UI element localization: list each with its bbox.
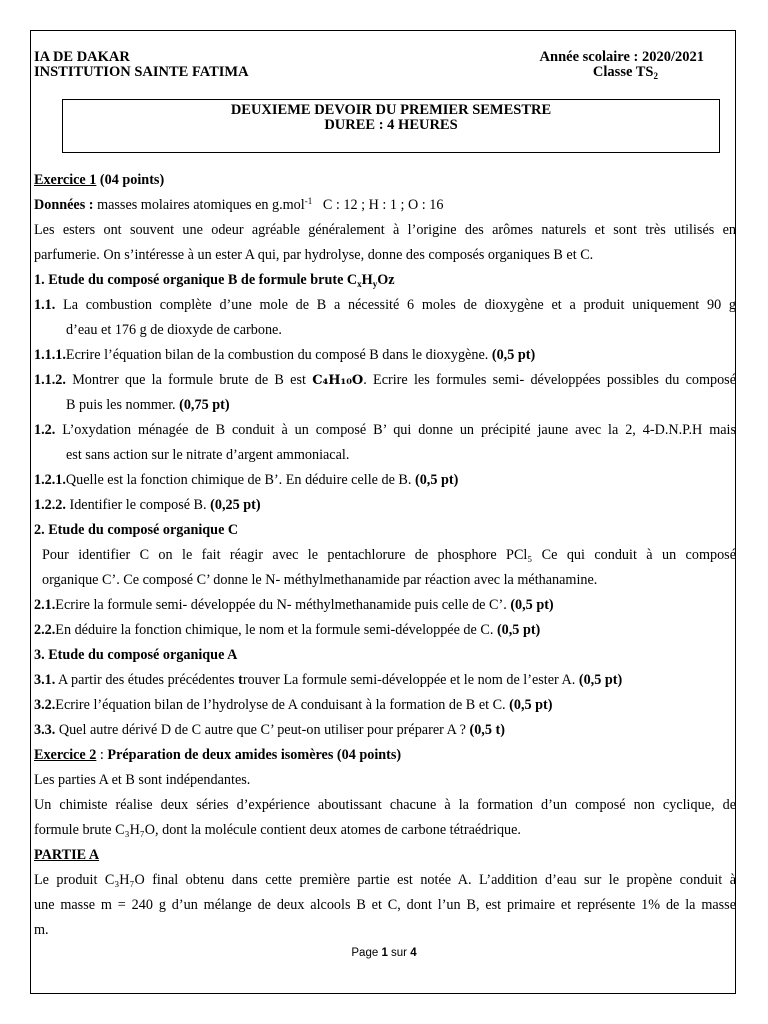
partie-a-heading: PARTIE A xyxy=(34,847,100,863)
exercise-1-intro-1: Les esters ont souvent une odeur agréable généralement à l’origine des arômes naturels et sont très utilisés en xyxy=(34,222,736,238)
question-1-2-2: 1.2.2. Identifier le composé B. (0,25 pt) xyxy=(34,497,261,513)
page-footer: Page 1 sur 4 xyxy=(351,947,417,959)
exam-body xyxy=(34,172,736,939)
section-2-title: 2. Etude du composé organique C xyxy=(34,522,239,538)
section-3-title: 3. Etude du composé organique A xyxy=(34,647,238,663)
exam-duration: DUREE : 4 HEURES xyxy=(324,117,458,133)
question-1-1: 1.1. La combustion complète d’une mole de B a nécessité 6 moles de dioxygène et a produit uniquement 90 g xyxy=(34,297,737,313)
exercise-2-heading: Exercice 2 : Préparation de deux amides isomères (04 points) xyxy=(34,747,402,763)
section-1-title: 1. Etude du composé organique B de formule brute $C_xH_yOz$ xyxy=(34,272,395,289)
section-2-text-2: organique C’. Ce composé C’ donne le N- méthylmethanamide par réaction avec la méthanamine. xyxy=(42,572,598,588)
partie-a-text-2: une masse m = 240 g d’un mélange de deux alcools B et C, dont l’un B, est primaire et représente 1% de la masse xyxy=(34,897,736,913)
question-1-1-1: 1.1.1.Ecrire l’équation bilan de la combustion du composé B dans le dioxygène. (0,5 pt) xyxy=(34,347,536,363)
question-1-1-2-cont: B puis les nommer. (0,75 pt) xyxy=(66,397,230,413)
partie-a-text-1: Le produit C₃H₇O final obtenu dans cette première partie est notée A. L’addition d’eau sur le propène conduit à xyxy=(34,872,736,888)
header-school-year: Année scolaire : 2020/2021 xyxy=(539,49,704,65)
exercise-2-text-3: formule brute C₃H₇O, dont la molécule contient deux atomes de carbone tétraédrique. xyxy=(34,822,521,838)
exercise-2-text-1: Les parties A et B sont indépendantes. xyxy=(34,772,251,788)
exercise-1-data: Données : masses molaires atomiques en g.mol$^{-1}$ C : 12 ; H : 1 ; O : 16 xyxy=(34,196,444,213)
header-class: Classe $TS_2$ xyxy=(592,64,658,81)
question-1-2-1: 1.2.1.Quelle est la fonction chimique de B’. En déduire celle de B. (0,5 pt) xyxy=(34,472,459,488)
partie-a-text-3: m. xyxy=(34,922,49,938)
question-2-2: 2.2.En déduire la fonction chimique, le nom et la formule semi-développée de C. (0,5 pt) xyxy=(34,622,541,638)
question-1-1-cont: d’eau et 176 g de dioxyde de carbone. xyxy=(66,322,282,338)
header-school-region: IA DE DAKAR xyxy=(34,49,130,65)
question-1-1-2: 1.1.2. Montrer que la formule brute de B est C₄H₁₀O. Ecrire les formules semi- développées possibles du composé xyxy=(34,372,737,388)
question-1-2-cont: est sans action sur le nitrate d’argent ammoniacal. xyxy=(66,447,350,463)
section-2-text-1: Pour identifier C on le fait réagir avec le pentachlorure de phosphore PCl₅ Ce qui conduit à un composé xyxy=(42,547,736,563)
question-1-2: 1.2. L’oxydation ménagée de B conduit à un composé B’ qui donne un précipité jaune avec la 2, 4-D.N.P.H mais xyxy=(34,422,736,438)
exam-title: DEUXIEME DEVOIR DU PREMIER SEMESTRE xyxy=(230,102,552,118)
exam-title-box xyxy=(62,99,720,153)
question-2-1: 2.1.Ecrire la formule semi- développée du N- méthylmethanamide puis celle de C’. (0,5 pt) xyxy=(34,597,554,613)
question-3-3: 3.3. Quel autre dérivé D de C autre que C’ peut-on utiliser pour préparer A ? (0,5 t) xyxy=(34,722,505,738)
exercise-1-intro-2: parfumerie. On s’intéresse à un ester A qui, par hydrolyse, donne des composés organiques B et C. xyxy=(34,247,594,263)
question-3-1: 3.1. A partir des études précédentes trouver La formule semi-développée et le nom de l’ester A. (0,5 pt) xyxy=(34,672,623,688)
header xyxy=(34,50,736,80)
question-3-2: 3.2.Ecrire l’équation bilan de l’hydrolyse de A conduisant à la formation de B et C. (0,5 pt) xyxy=(34,697,553,713)
exercise-1-heading: Exercice 1 (04 points) xyxy=(34,172,165,188)
header-institution: INSTITUTION SAINTE FATIMA xyxy=(34,64,249,80)
exercise-2-text-2: Un chimiste réalise deux séries d’expérience aboutissant chacune à la formation d’un composé non cyclique, de xyxy=(34,797,736,813)
